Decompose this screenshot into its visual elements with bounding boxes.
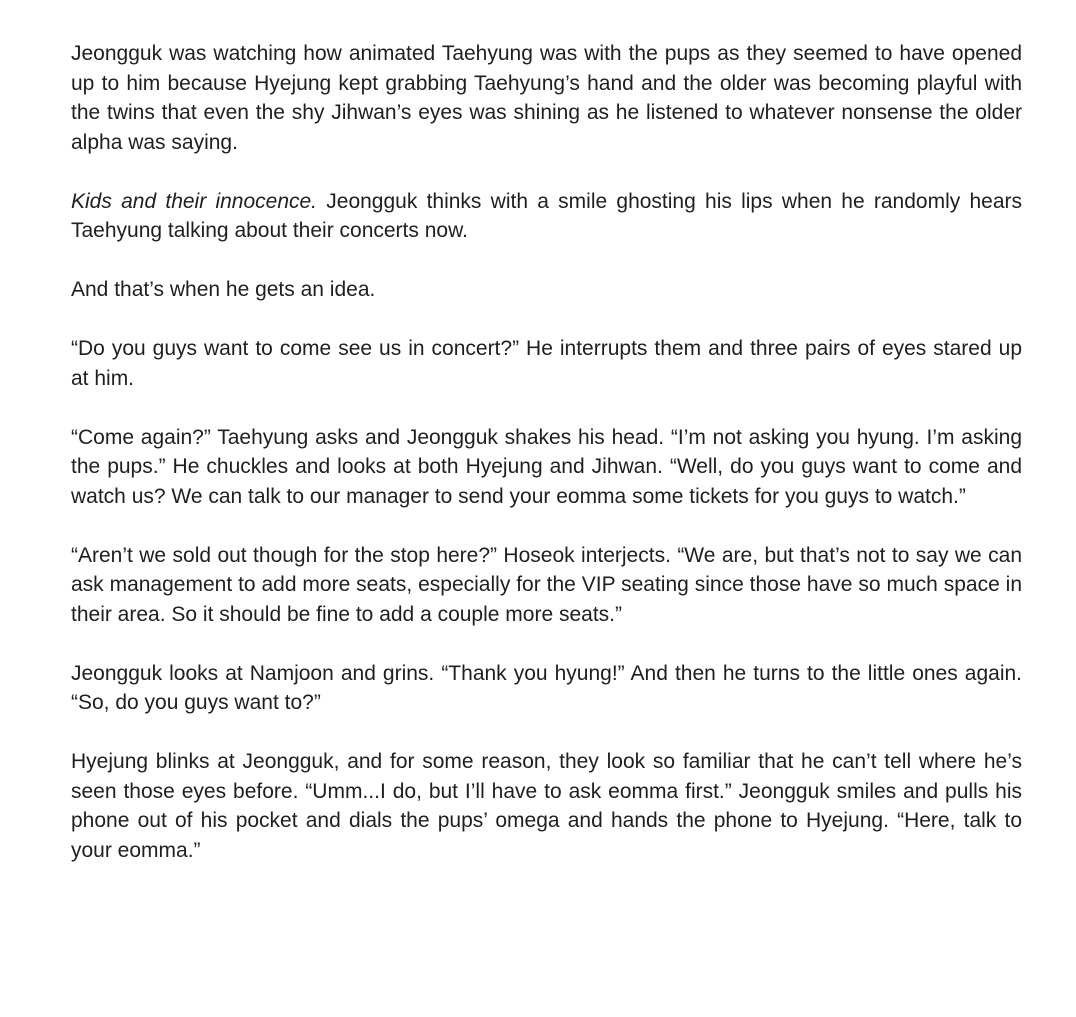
paragraph-4: “Do you guys want to come see us in concert?” He interrupts them and three pairs of eyes stared up at him.	[71, 337, 1022, 390]
paragraph-8: Hyejung blinks at Jeongguk, and for some reason, they look so familiar that he can’t tell where he’s seen those eyes before. “Umm...I do, but I’ll have to ask eomma first.” Jeongguk smiles and pulls his phone out of his pocket and dials the pups’ omega and hands the phone to Hyejung. “Here, talk to your eomma.”	[71, 750, 1022, 862]
story-text	[71, 39, 1022, 865]
paragraph-1: Jeongguk was watching how animated Taehyung was with the pups as they seemed to have opened up to him because Hyejung kept grabbing Taehyung’s hand and the older was becoming playful with the twins that even the shy Jihwan’s eyes was shining as he listened to whatever nonsense the older alpha was saying.	[71, 42, 1022, 154]
italic-phrase: Kids and their innocence.	[71, 189, 318, 213]
paragraph-3: And that’s when he gets an idea.	[71, 278, 376, 301]
paragraph-7: Jeongguk looks at Namjoon and grins. “Thank you hyung!” And then he turns to the little ones again. “So, do you guys want to?”	[71, 661, 1022, 714]
paragraph-5: “Come again?” Taehyung asks and Jeongguk shakes his head. “I’m not asking you hyung. I’m asking the pups.” He chuckles and looks at both Hyejung and Jihwan. “Well, do you guys want to come and watch us? We can talk to our manager to send your eomma some tickets for you guys to watch.”	[71, 425, 1022, 508]
paragraph-6: “Aren’t we sold out though for the stop here?” Hoseok interjects. “We are, but that’s not to say we can ask management to add more seats, especially for the VIP seating since those have so much space in their area. So it should be fine to add a couple more seats.”	[71, 543, 1022, 626]
paragraph-2: Kids and their innocence. Jeongguk thinks with a smile ghosting his lips when he randomly hears Taehyung talking about their concerts now.	[71, 189, 1023, 242]
